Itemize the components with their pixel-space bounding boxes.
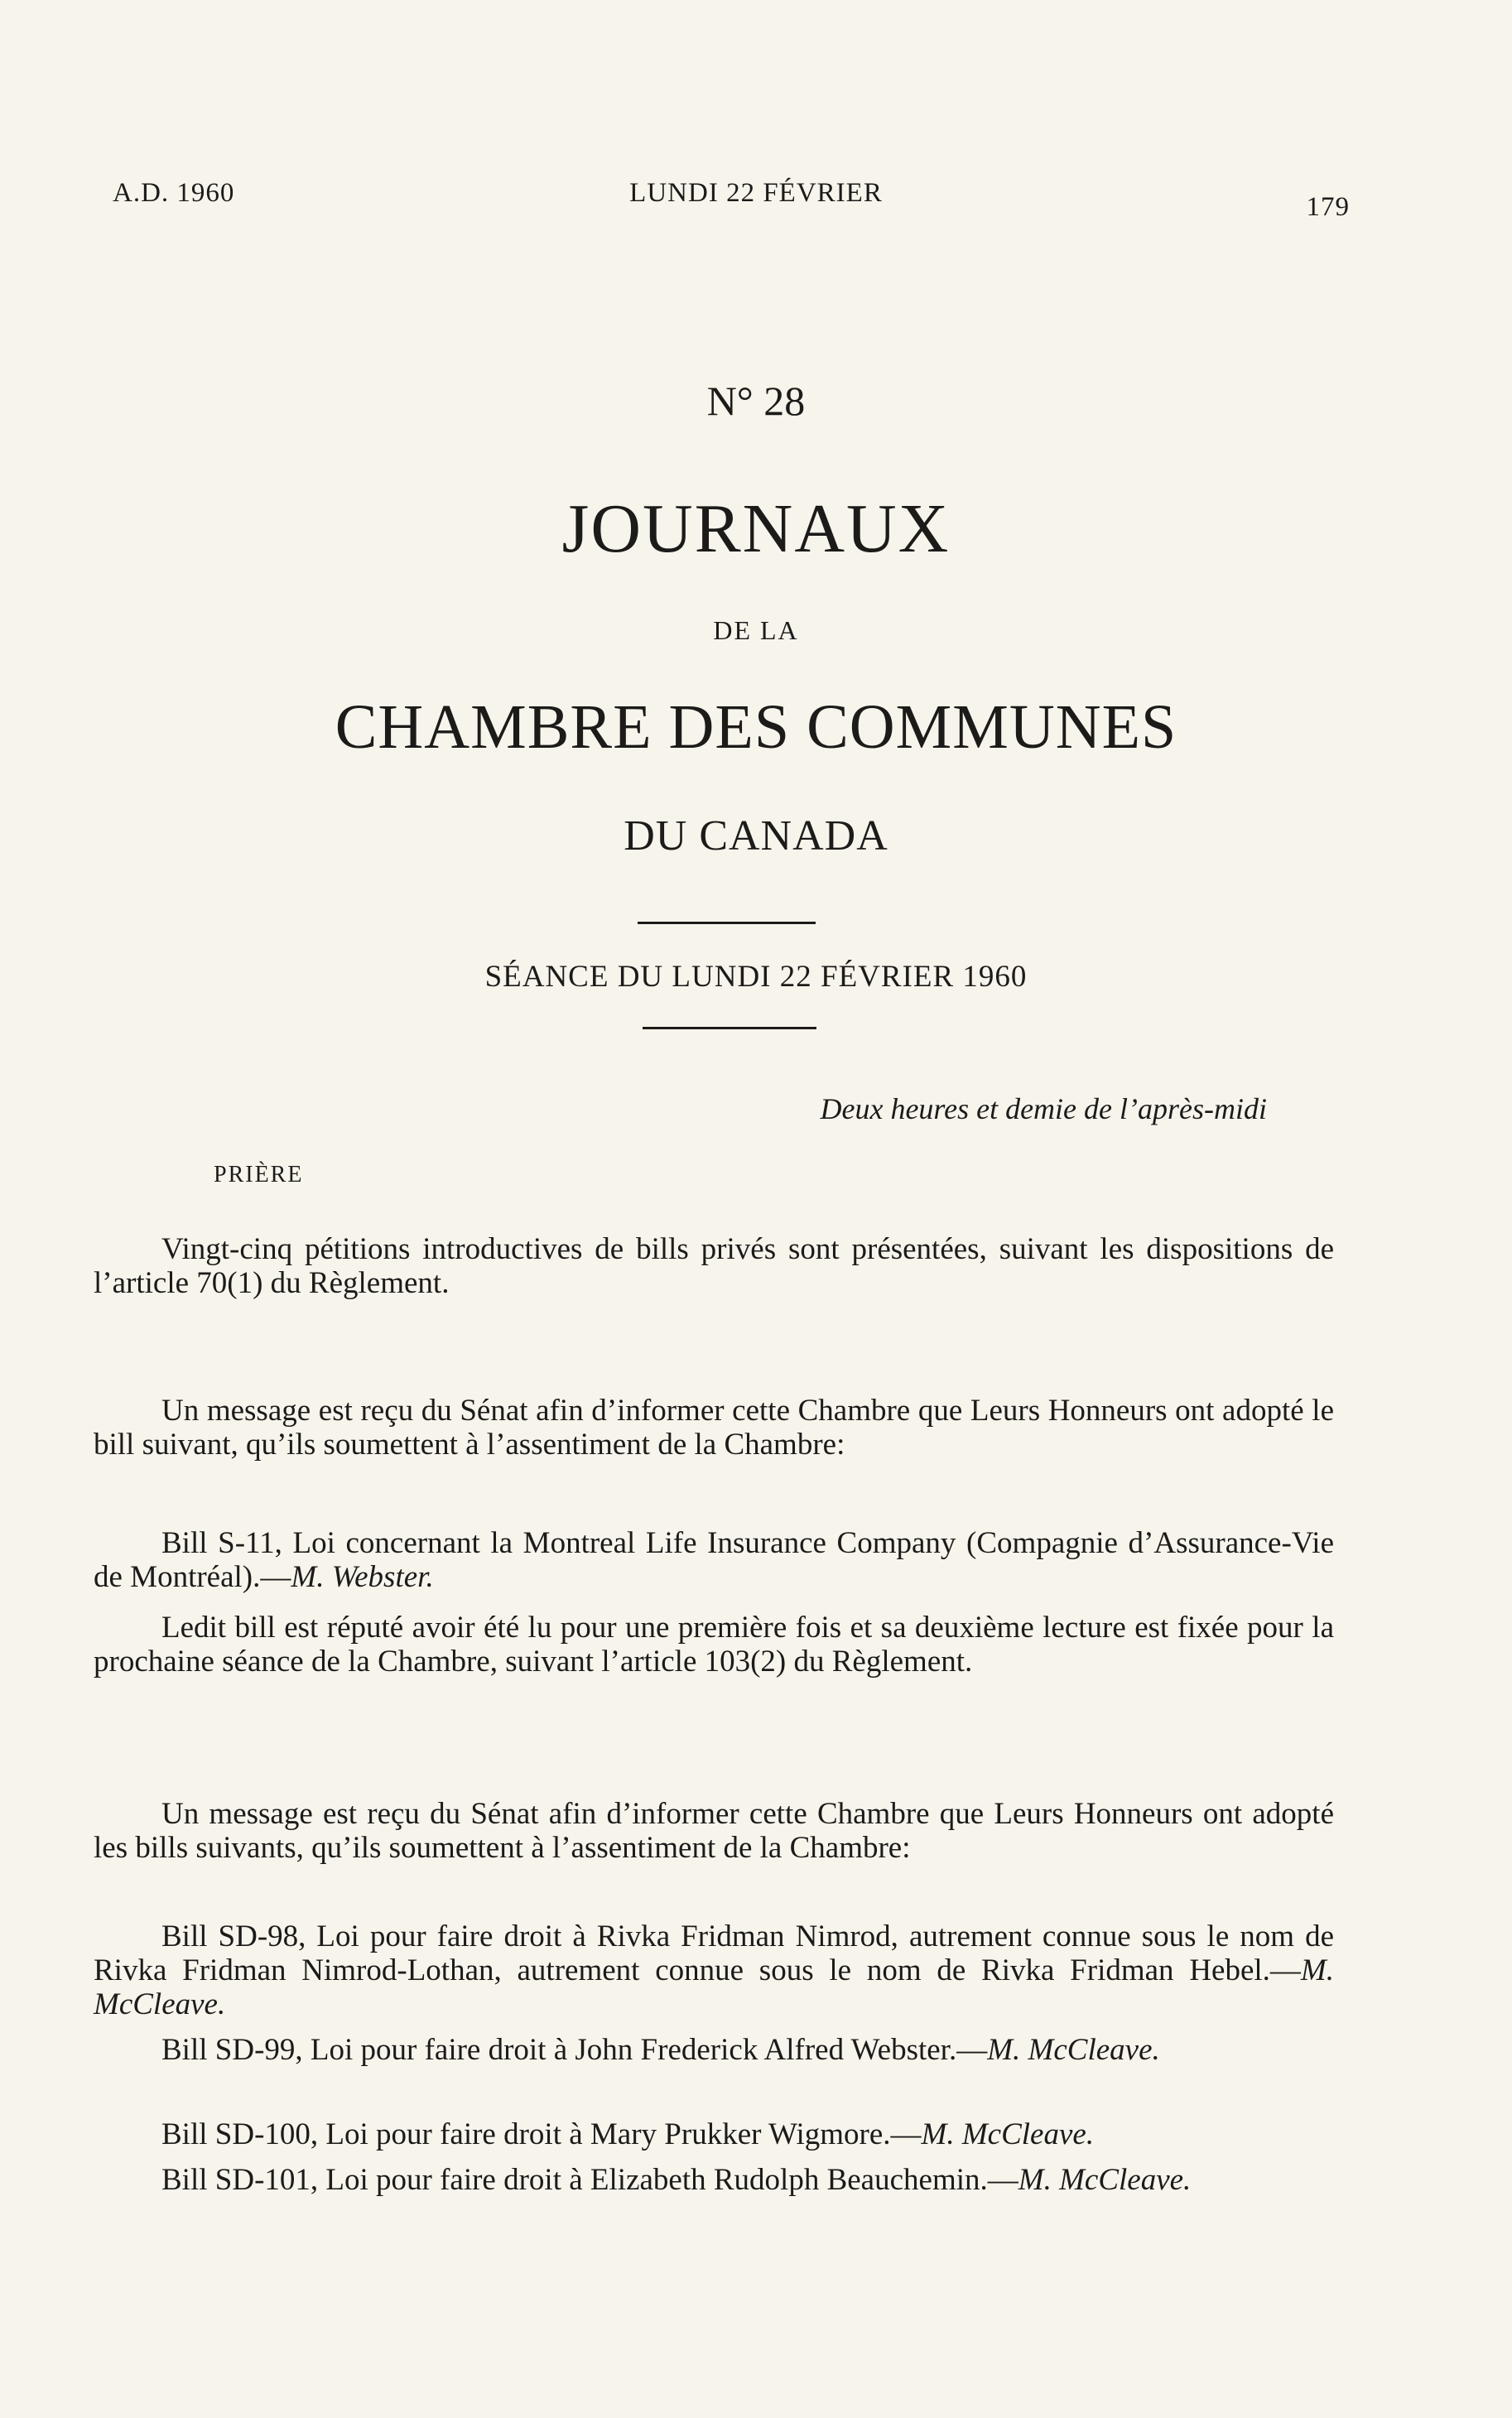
paragraph-bill-sd99 <box>94 2033 1334 2067</box>
issue-number: N° 28 <box>706 378 806 424</box>
paragraph-text <box>94 2033 1334 2067</box>
priere-heading: PRIÈRE <box>214 1162 304 1187</box>
bill-sponsor: M. McCleave. <box>921 2117 1095 2151</box>
paragraph-petitions <box>94 1232 1334 1300</box>
paragraph-text <box>94 2117 1334 2151</box>
bill-text: Bill SD-98, Loi pour faire droit à Rivka Fridman Nimrod, autrement connue sous le nom de Rivka Fridman Nimrod-Lothan, autrement connue sous le nom de Rivka Fridman Hebel.— <box>94 1919 1334 1987</box>
session-heading: SÉANCE DU LUNDI 22 FÉVRIER 1960 <box>484 960 1028 994</box>
paragraph-bill-sd98 <box>94 1919 1334 2021</box>
session-time: Deux heures et demie de l’après-midi <box>820 1092 1267 1125</box>
header-year: A.D. 1960 <box>113 178 235 208</box>
bill-text: Bill SD-99, Loi pour faire droit à John Frederick Alfred Webster.— <box>161 2033 988 2067</box>
paragraph-message-1 <box>94 1394 1334 1462</box>
bill-text: Bill SD-101, Loi pour faire droit à Elizabeth Rudolph Beauchemin.— <box>161 2163 1018 2197</box>
bill-sponsor: M. McCleave. <box>987 2033 1160 2067</box>
paragraph-bill-sd101 <box>94 2163 1334 2197</box>
bill-text: Bill S-11, Loi concernant la Montreal Life Insurance Company (Compagnie d’Assurance-Vie de Montréal).— <box>94 1526 1334 1594</box>
paragraph-text: Un message est reçu du Sénat afin d’informer cette Chambre que Leurs Honneurs ont adopté les bills suivants, qu’ils soumettent à l’assentiment de la Chambre: <box>94 1797 1334 1865</box>
divider-rule <box>643 1027 816 1029</box>
header-date: LUNDI 22 FÉVRIER <box>629 178 883 208</box>
title-chambre: CHAMBRE DES COMMUNES <box>335 692 1177 762</box>
title-de-la: DE LA <box>713 615 799 645</box>
bill-text: Bill SD-100, Loi pour faire droit à Mary Prukker Wigmore.— <box>161 2117 922 2151</box>
paragraph-text: Vingt-cinq pétitions introductives de bills privés sont présentées, suivant les dispositions de l’article 70(1) du Règlement. <box>94 1232 1334 1300</box>
paragraph-text <box>94 1526 1334 1594</box>
divider-rule <box>638 922 816 924</box>
title-canada: DU CANADA <box>624 812 888 860</box>
paragraph-text: Un message est reçu du Sénat afin d’informer cette Chambre que Leurs Honneurs ont adopté le bill suivant, qu’ils soumettent à l’assentiment de la Chambre: <box>94 1394 1334 1462</box>
paragraph-text: Ledit bill est réputé avoir été lu pour une première fois et sa deuxième lecture est fixée pour la prochaine séance de la Chambre, suivant l’article 103(2) du Règlement. <box>94 1611 1334 1679</box>
page-number: 179 <box>1306 192 1350 222</box>
bill-sponsor: M. McCleave. <box>94 1953 1334 2021</box>
paragraph-text <box>94 2163 1334 2197</box>
bill-sponsor: M. Webster. <box>291 1560 434 1594</box>
paragraph-text <box>94 1919 1334 2021</box>
paragraph-bill-sd100 <box>94 2117 1334 2151</box>
paragraph-message-2 <box>94 1797 1334 1865</box>
paragraph-bill-s11 <box>94 1526 1334 1594</box>
title-journaux: JOURNAUX <box>561 490 951 567</box>
paragraph-ledit <box>94 1611 1334 1679</box>
bill-sponsor: M. McCleave. <box>1018 2163 1192 2197</box>
